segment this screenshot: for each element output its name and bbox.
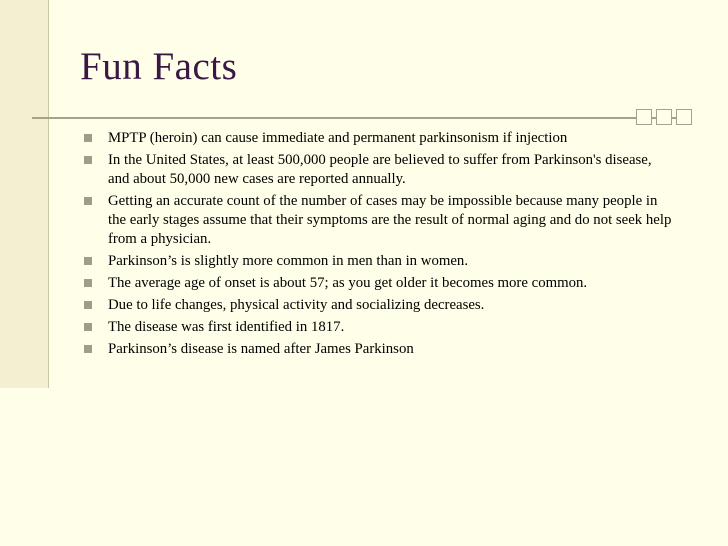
bullet-item — [84, 340, 674, 359]
bullet-text: Parkinson’s disease is named after James Parkinson — [108, 341, 414, 357]
square-bullet-icon — [84, 323, 92, 331]
bullet-list — [84, 129, 674, 362]
bullet-item — [84, 151, 674, 189]
bullet-item — [84, 129, 674, 148]
bullet-text: Due to life changes, physical activity and socializing decreases. — [108, 297, 485, 313]
divider-square-2 — [656, 109, 672, 125]
divider-square-1 — [636, 109, 652, 125]
bullet-item — [84, 274, 674, 293]
bullet-item — [84, 296, 674, 315]
bullet-text: The average age of onset is about 57; as you get older it becomes more common. — [108, 275, 588, 291]
bullet-text: Parkinson’s is slightly more common in men than in women. — [108, 253, 469, 269]
bullet-text: In the United States, at least 500,000 people are believed to suffer from Parkinson's disease, and about 50,000 new cases are reported annually. — [108, 152, 652, 187]
bullet-item — [84, 318, 674, 337]
title-divider — [32, 117, 692, 119]
bullet-text: The disease was first identified in 1817. — [108, 319, 345, 335]
bullet-text: MPTP (heroin) can cause immediate and permanent parkinsonism if injection — [108, 130, 568, 146]
square-bullet-icon — [84, 345, 92, 353]
slide-title: Fun Facts — [80, 45, 238, 88]
square-bullet-icon — [84, 257, 92, 265]
bullet-text: Getting an accurate count of the number of cases may be impossible because many people in the early stages assume that their symptoms are the result of normal aging and do not seek help from a physician. — [108, 193, 672, 247]
square-bullet-icon — [84, 156, 92, 164]
bullet-item — [84, 192, 674, 249]
square-bullet-icon — [84, 134, 92, 142]
square-bullet-icon — [84, 301, 92, 309]
square-bullet-icon — [84, 279, 92, 287]
bullet-item — [84, 252, 674, 271]
divider-square-3 — [676, 109, 692, 125]
square-bullet-icon — [84, 197, 92, 205]
left-decorative-strip — [0, 0, 49, 388]
